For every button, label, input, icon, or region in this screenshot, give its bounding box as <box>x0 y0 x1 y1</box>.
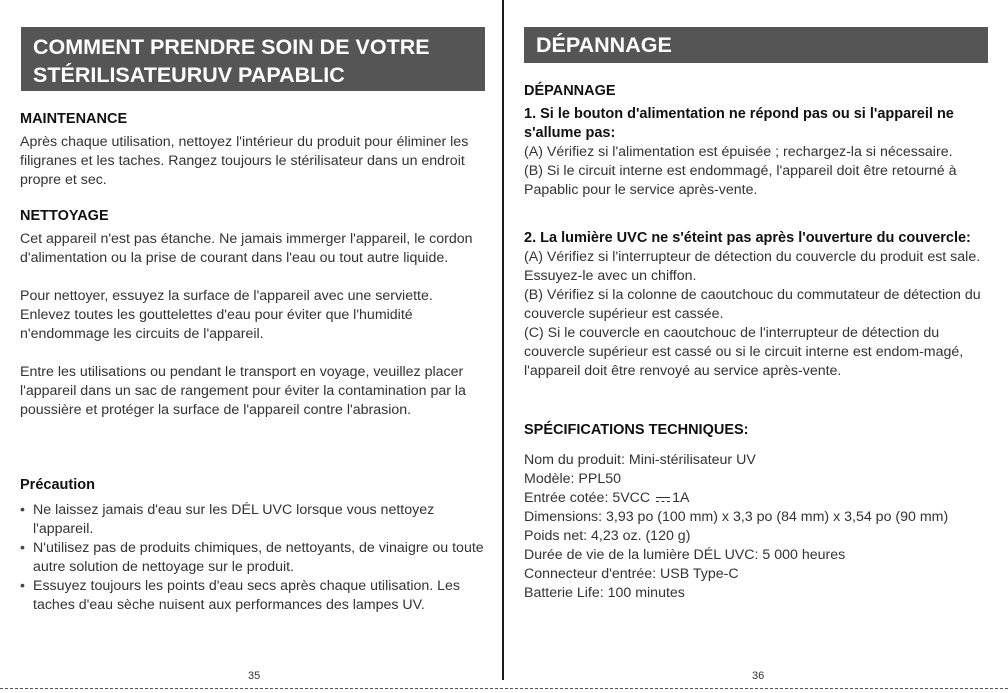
page-number: 35 <box>248 670 261 682</box>
issue-1-title: 1. Si le bouton d'alimentation ne répond pas ou si l'appareil ne s'allume pas: <box>524 106 954 141</box>
spec-lifetime: Durée de vie de la lumière DÉL UVC: 5 000 heures <box>524 547 846 563</box>
page-divider <box>502 0 504 680</box>
right-page <box>505 0 1008 693</box>
specs-heading: SPÉCIFICATIONS TECHNIQUES: <box>524 422 749 438</box>
issue-2-answer-a: (A) Vérifiez si l'interrupteur de détection du couvercle du produit est sale. Essuyez-le avec un chiffon. <box>524 249 981 284</box>
spec-weight: Poids net: 4,23 oz. (120 g) <box>524 528 691 544</box>
caution-item: • Essuyez toujours les points d'eau secs après chaque utilisation. Les taches d'eau sèche nuisent aux performances des lampes UV. <box>20 577 488 615</box>
issue-1-answer-a: (A) Vérifiez si l'alimentation est épuisée ; rechargez-la si nécessaire. <box>524 144 953 160</box>
caution-item: • Ne laissez jamais d'eau sur les DÉL UVC lorsque vous nettoyez l'appareil. <box>20 501 488 539</box>
issue-1-answer-b: (B) Si le circuit interne est endommagé, l'appareil doit être retourné à Papablic pour le service après-vente. <box>524 163 957 198</box>
troubleshooting-title: DÉPANNAGE <box>536 33 672 57</box>
spec-input-suffix: 1A <box>672 490 690 506</box>
care-title-line-2: STÉRILISATEURUV PAPABLIC <box>33 63 345 87</box>
cleaning-heading: NETTOYAGE <box>20 208 109 224</box>
dc-symbol-icon <box>656 497 670 498</box>
spec-model: Modèle: PPL50 <box>524 471 622 487</box>
cleaning-section <box>20 207 480 420</box>
caution-heading: Précaution <box>20 477 95 493</box>
troubleshooting-title-banner <box>524 27 988 63</box>
cleaning-paragraph-3: Entre les utilisations ou pendant le transport en voyage, veuillez placer l'appareil dans un sac de rangement pour éviter la contamination par la poussière et protéger la surface de l'appareil contre l'abrasion. <box>20 364 466 418</box>
maintenance-section <box>20 110 490 190</box>
spec-product-name: Nom du produit: Mini-stérilisateur UV <box>524 452 756 468</box>
cleaning-paragraph-1: Cet appareil n'est pas étanche. Ne jamais immerger l'appareil, le cordon d'alimentation ou la prise de courant dans l'eau ou tout autre liquide. <box>20 231 473 266</box>
page-number: 36 <box>752 670 765 682</box>
care-title-line-1: COMMENT PRENDRE SOIN DE VOTRE <box>33 35 430 59</box>
maintenance-heading: MAINTENANCE <box>20 111 128 127</box>
spec-input <box>524 489 1002 508</box>
caution-item: • N'utilisez pas de produits chimiques, de nettoyants, de vinaigre ou toute autre solution de nettoyage sur le produit. <box>20 539 488 577</box>
issue-2-title: 2. La lumière UVC ne s'éteint pas après l'ouverture du couvercle: <box>524 230 971 246</box>
spec-dimensions: Dimensions: 3,93 po (100 mm) x 3,3 po (84 mm) x 3,54 po (90 mm) <box>524 509 949 525</box>
issue-2-answer-b: (B) Vérifiez si la colonne de caoutchouc du commutateur de détection du couvercle supérieur est cassée. <box>524 287 981 322</box>
troubleshooting-section <box>524 82 996 381</box>
caution-section <box>20 476 488 615</box>
spec-connector: Connecteur d'entrée: USB Type-C <box>524 566 739 582</box>
spec-battery: Batterie Life: 100 minutes <box>524 585 685 601</box>
specs-section <box>524 421 1002 603</box>
care-title-banner <box>21 27 485 91</box>
bottom-edge-line <box>0 688 1008 689</box>
left-page <box>0 0 502 693</box>
cleaning-paragraph-2: Pour nettoyer, essuyez la surface de l'appareil avec une serviette. Enlevez toutes les gouttelettes d'eau pour éviter que l'humidité n'endommage les circuits de l'appareil. <box>20 288 433 342</box>
caution-list <box>20 501 488 615</box>
spec-input-prefix: Entrée cotée: 5VCC <box>524 490 651 506</box>
issue-2-answer-c: (C) Si le couvercle en caoutchouc de l'interrupteur de détection du couvercle supérieur est cassé ou si le circuit interne est endom-magé, l'appareil doit être renvoyé au service après-vente. <box>524 325 964 379</box>
troubleshooting-subheading: DÉPANNAGE <box>524 83 616 99</box>
maintenance-text: Après chaque utilisation, nettoyez l'intérieur du produit pour éliminer les filigranes et les taches. Rangez toujours le stérilisateur dans un endroit propre et sec. <box>20 134 469 188</box>
